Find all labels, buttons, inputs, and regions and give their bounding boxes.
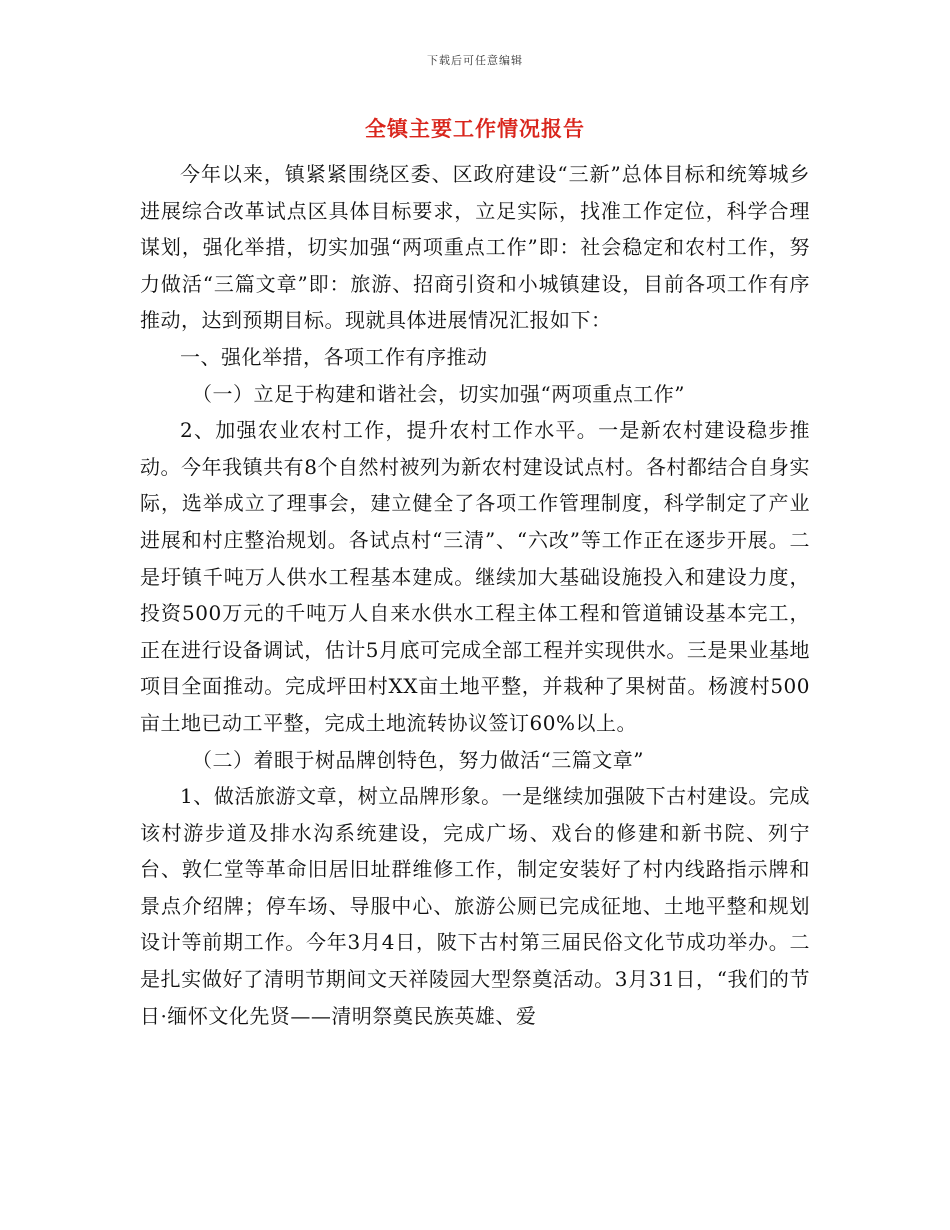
header-note: 下载后可任意编辑 xyxy=(427,54,523,67)
document-title: 全镇主要工作情况报告 xyxy=(365,116,585,141)
intro-paragraph: 今年以来，镇紧紧围绕区委、区政府建设“三新”总体目标和统筹城乡进展综合改革试点区具体目标要求，立足实际，找准工作定位，科学合理谋划，强化举措，切实加强“两项重点工作”即：社会稳定和农村工作，努力做活“三篇文章”即：旅游、招商引资和小城镇建设，目前各项工作有序推动，达到预期目标。现就具体进展情况汇报如下： xyxy=(140,162,810,333)
agriculture-paragraph: 2、加强农业农村工作，提升农村工作水平。一是新农村建设稳步推动。今年我镇共有8个自然村被列为新农村建设试点村。各村都结合自身实际，选举成立了理事会，建立健全了各项工作管理制度，科学制定了产业进展和村庄整治规划。各试点村“三清”、“六改”等工作正在逐步开展。二是圩镇千吨万人供水工程基本建成。继续加大基础设施投入和建设力度，投资500万元的千吨万人自来水供水工程主体工程和管道铺设基本完工，正在进行设备调试，估计5月底可完成全部工程并实现供水。三是果业基地项目全面推动。完成坪田村XX亩土地平整，并栽种了果树苗。杨渡村500亩土地已动工平整，完成土地流转协议签订60%以上。 xyxy=(140,418,810,735)
document-body xyxy=(140,156,810,1034)
subsection-heading-2: （二）着眼于树品牌创特色，努力做活“三篇文章” xyxy=(192,747,644,772)
tourism-paragraph: 1、做活旅游文章，树立品牌形象。一是继续加强陂下古村建设。完成该村游步道及排水沟系统建设，完成广场、戏台的修建和新书院、列宁台、敦仁堂等革命旧居旧址群维修工作，制定安装好了村内线路指示牌和景点介绍牌；停车场、导服中心、旅游公厕已完成征地、土地平整和规划设计等前期工作。今年3月4日，陂下古村第三届民俗文化节成功举办。二是扎实做好了清明节期间文天祥陵园大型祭奠活动。3月31日，“我们的节日·缅怀文化先贤——清明祭奠民族英雄、爱 xyxy=(140,784,810,1028)
subsection-heading-1: （一）立足于构建和谐社会，切实加强“两项重点工作” xyxy=(192,381,685,406)
section-heading-1: 一、强化举措，各项工作有序推动 xyxy=(180,344,488,369)
